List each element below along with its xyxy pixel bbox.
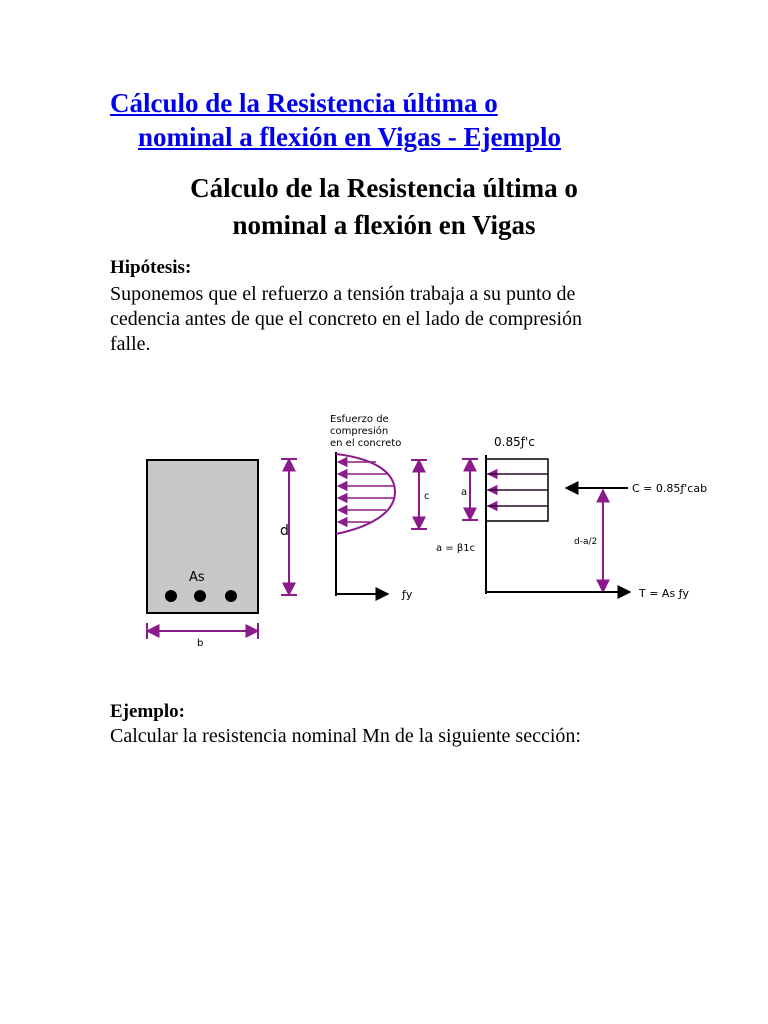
example-text: Calcular la resistencia nominal Mn de la siguiente sección: bbox=[110, 725, 581, 747]
link-title-line2[interactable]: nominal a flexión en Vigas - Ejemplo bbox=[138, 122, 562, 152]
label-stress-3: en el concreto bbox=[330, 438, 402, 449]
block-lines bbox=[486, 474, 548, 506]
beam-section bbox=[147, 460, 258, 613]
label-b: b bbox=[197, 638, 204, 649]
rebar-2 bbox=[194, 590, 206, 602]
example-heading: Ejemplo: bbox=[110, 701, 185, 722]
label-fy: ƒy bbox=[402, 588, 413, 601]
label-085fc: 0.85ƒ'c bbox=[494, 435, 535, 449]
label-T: T = As ƒy bbox=[639, 587, 690, 600]
label-a-beta: a = β1c bbox=[436, 543, 476, 554]
label-d-a2: d-a/2 bbox=[574, 537, 598, 547]
rebar-3 bbox=[225, 590, 237, 602]
label-d: d bbox=[280, 523, 289, 539]
hypothesis-line2: cedencia antes de que el concreto en el lado de compresión bbox=[110, 308, 583, 330]
label-C: C = 0.85ƒ'cab bbox=[632, 482, 708, 495]
rebar-1 bbox=[165, 590, 177, 602]
hypothesis-line1: Suponemos que el refuerzo a tensión trabaja a su punto de bbox=[110, 283, 576, 305]
label-stress-1: Esfuerzo de bbox=[330, 414, 389, 425]
page-title-line1: Cálculo de la Resistencia última o bbox=[190, 173, 578, 203]
page-title-line2: nominal a flexión en Vigas bbox=[232, 210, 536, 240]
label-a: a bbox=[461, 487, 468, 498]
label-as: As bbox=[189, 570, 205, 585]
hypothesis-line3: falle. bbox=[110, 333, 151, 355]
label-stress-2: compresión bbox=[330, 426, 389, 437]
label-c: c bbox=[424, 491, 430, 502]
hypothesis-heading: Hipótesis: bbox=[110, 257, 192, 278]
link-title-line1[interactable]: Cálculo de la Resistencia última o bbox=[110, 88, 498, 118]
